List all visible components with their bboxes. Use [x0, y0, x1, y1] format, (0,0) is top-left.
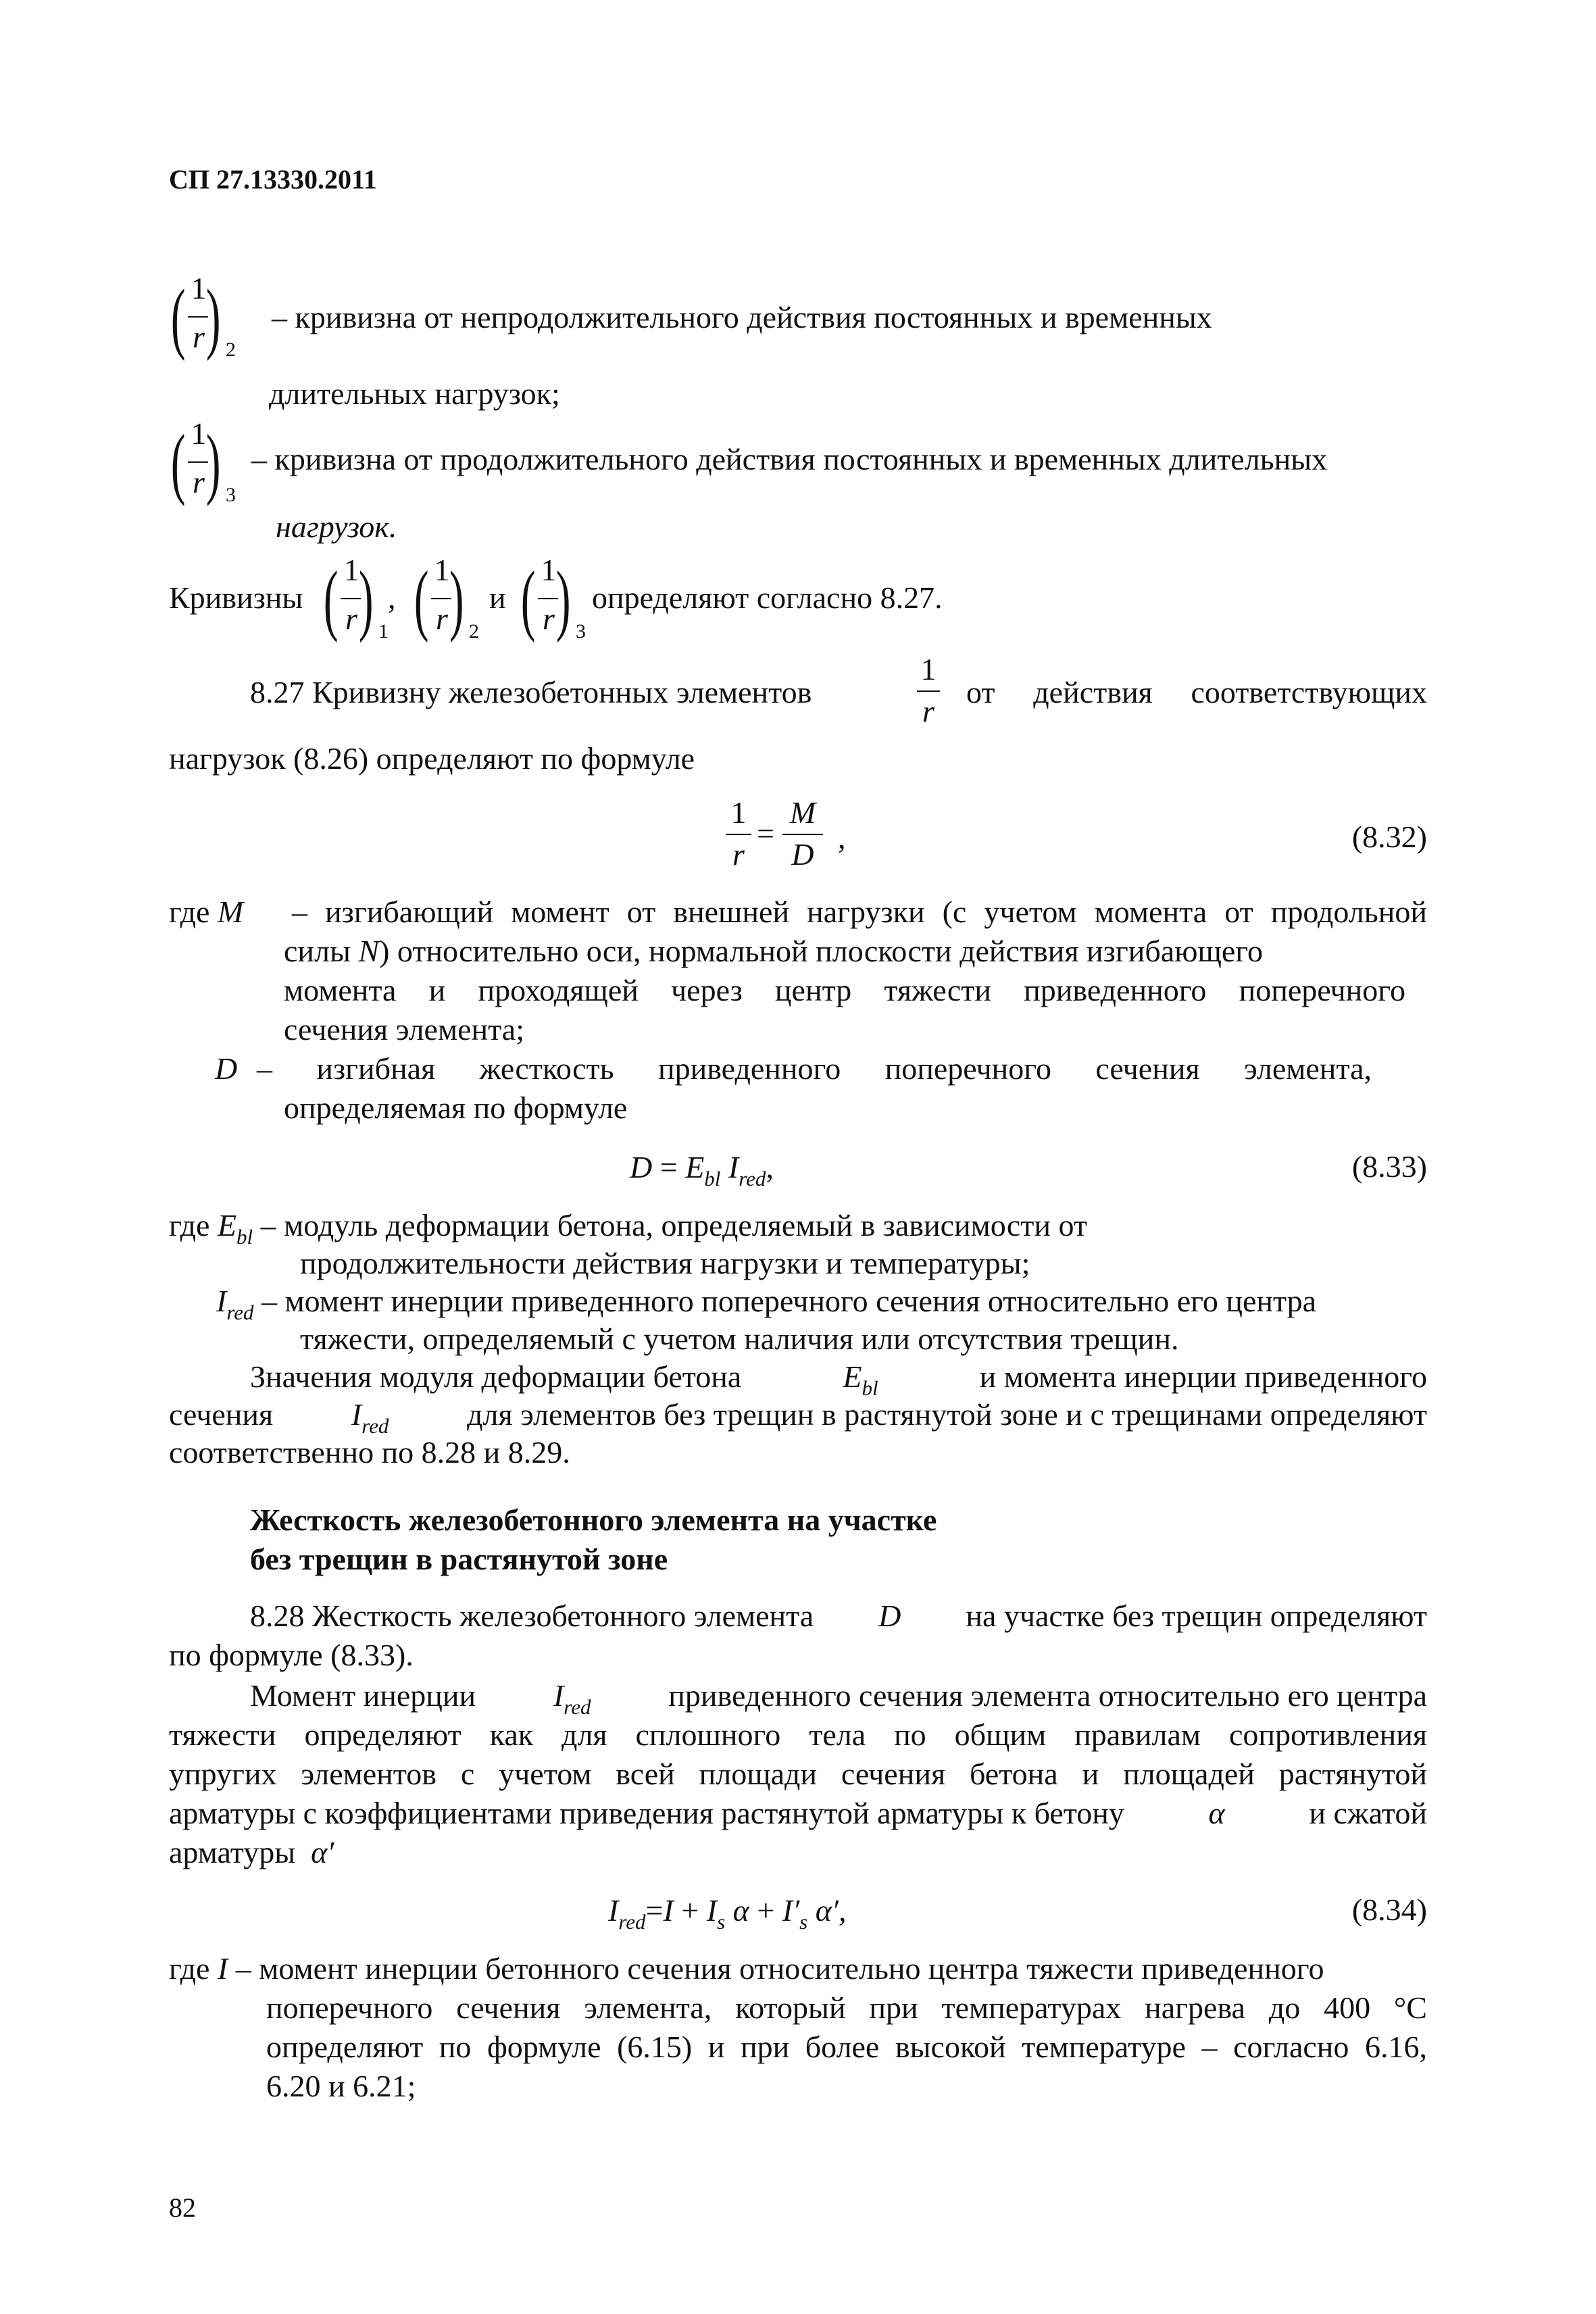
curvature-2-text-cont: длительных нагрузок;: [269, 376, 560, 411]
page-number: 82: [169, 2192, 196, 2223]
p827-inline-fraction: 1 r: [915, 653, 942, 734]
moment-par-line5: арматуры α′: [169, 1835, 334, 1869]
curvature-3-symbol: ( 1 r ) 3: [170, 416, 236, 507]
eq832-tail: ,: [838, 820, 846, 855]
p827-text: 8.27 Кривизну железобетонных элементов: [250, 675, 812, 709]
curvature-3-text-cont: нагрузок.: [276, 509, 397, 544]
eq834-formula: $I_{red}=I + I_s$ $\alpha + I'_s$ α′,: [608, 1893, 847, 1934]
curvature-2-symbol-summary: ( 1 r ) 2: [414, 553, 479, 643]
where3-line2: поперечного сечения элемента, который при температурах нагрева до 400 °С: [266, 1990, 1427, 2025]
p827-text-cont: нагрузок (8.26) определяют по формуле: [169, 741, 695, 776]
curvature-1-symbol: ( 1 r ) 1: [323, 553, 389, 643]
where1-D-text: – изгибная жесткость приведенного поперечного сечения элемента,: [257, 1051, 1372, 1086]
eq832-fraction-right: M D: [778, 796, 827, 877]
moment-par-line1: Момент инерции $I_{red}$ приведенного сечения элемента относительно его центра: [250, 1678, 1427, 1719]
where1-D-line2: определяемая по формуле: [284, 1090, 628, 1125]
curvatures-summary-prefix: Кривизны: [169, 580, 303, 615]
where2-E-line2: продолжительности действия нагрузки и температуры;: [300, 1246, 1030, 1280]
where3-line3: определяют по формуле (6.15) и при более высокой температуре – согласно 6.16,: [266, 2030, 1427, 2064]
summary-comma: ,: [388, 580, 396, 615]
p828-line1: 8.28 Жесткость железобетонного элемента D на участке без трещин определяют: [250, 1599, 1427, 1633]
where1-M-text: – изгибающий момент от внешней нагрузки (с учетом момента от продольной: [292, 895, 1427, 929]
eq832-equals: =: [757, 816, 774, 851]
eq832-fraction-left: 1 r: [723, 796, 754, 877]
values-par-line2: сечения $I_{red}$ для элементов без трещин в растянутой зоне и с трещинами определяют: [169, 1397, 1427, 1438]
where1-M-line4: сечения элемента;: [284, 1012, 524, 1047]
moment-par-line3: упругих элементов с учетом всей площади сечения бетона и площадей растянутой: [169, 1757, 1427, 1791]
curvature-2-text: – кривизна от непродолжительного действия постоянных и временных: [272, 300, 1212, 334]
eq833-label: (8.33): [1351, 1149, 1427, 1184]
where1-lead: где M: [169, 895, 244, 929]
curvatures-summary-suffix: определяют согласно 8.27.: [592, 580, 943, 615]
p828-line2: по формуле (8.33).: [169, 1638, 414, 1672]
eq834-label: (8.34): [1351, 1892, 1427, 1927]
where2-I-lead: $I_{red}$ – момент инерции приведенного поперечного сечения относительно его центра: [216, 1284, 1317, 1324]
eq833-formula: $D = E_{bl}$ $I_{red}$,: [630, 1150, 774, 1190]
eq832-label: (8.32): [1351, 820, 1427, 854]
p827-text-after: от действия соответствующих: [966, 675, 1427, 709]
curvature-3-symbol-summary: ( 1 r ) 3: [520, 553, 586, 643]
where1-D-symbol: D: [215, 1051, 238, 1086]
where3-line4: 6.20 и 6.21;: [266, 2069, 416, 2103]
where1-M-line3: момента и проходящей через центр тяжести приведенного поперечного: [284, 973, 1405, 1007]
summary-and: и: [489, 580, 506, 615]
values-par-line3: соответственно по 8.28 и 8.29.: [169, 1435, 570, 1469]
moment-par-line2: тяжести определяют как для сплошного тела по общим правилам сопротивления: [169, 1717, 1427, 1752]
where2-E-lead: где $E_{bl}$ – модуль деформации бетона, определяемый в зависимости от: [169, 1208, 1088, 1249]
where2-I-line2: тяжести, определяемый с учетом наличия или отсутствия трещин.: [300, 1322, 1179, 1356]
section-heading-line2: без трещин в растянутой зоне: [250, 1542, 668, 1576]
where1-M-line2: силы N ) относительно оси, нормальной плоскости действия изгибающего: [284, 934, 1264, 968]
moment-par-line4: арматуры с коэффициентами приведения растянутой арматуры к бетону α и сжатой: [169, 1796, 1427, 1830]
document-code: СП 27.13330.2011: [169, 164, 377, 195]
values-par-line1: Значения модуля деформации бетона $E_{bl}$ и момента инерции приведенного: [250, 1359, 1427, 1400]
curvature-2-symbol: ( 1 r ) 2: [170, 271, 236, 361]
section-heading-line1: Жесткость железобетонного элемента на участке: [250, 1503, 937, 1537]
where3-lead: где I – момент инерции бетонного сечения относительно центра тяжести приведенного: [169, 1951, 1324, 1986]
curvature-3-text: – кривизна от продолжительного действия постоянных и временных длительных: [251, 442, 1328, 476]
